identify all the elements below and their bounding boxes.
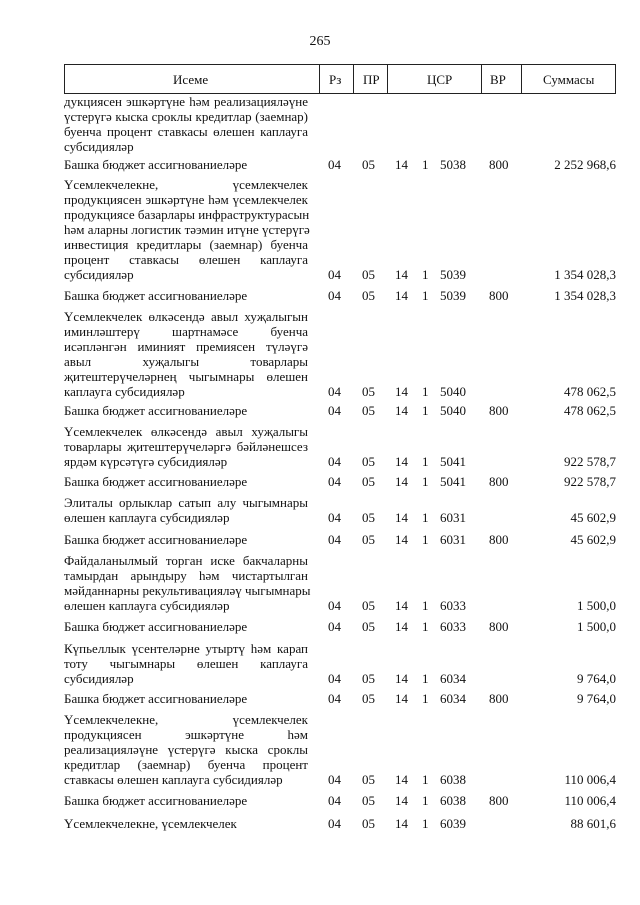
- cell-vr: 800: [489, 691, 509, 706]
- row-name-line: иминләштерү шартнамәсе буенча: [64, 324, 308, 339]
- cell-csr-3: 6033: [440, 619, 466, 634]
- row-name-line: Күпьеллык үсентеләрне утыртү һәм карап: [64, 641, 308, 656]
- cell-pr: 05: [362, 691, 375, 706]
- row-name-line: Үсемлекчелекне, үсемлекчелек: [64, 816, 237, 831]
- table-row: [64, 641, 616, 686]
- table-row: [64, 691, 616, 706]
- cell-csr-1: 14: [395, 619, 408, 634]
- cell-csr-3: 6038: [440, 772, 466, 787]
- cell-csr-2: 1: [422, 816, 429, 831]
- header-pr: ПР: [363, 72, 380, 87]
- cell-vr: 800: [489, 403, 509, 418]
- table-row: [64, 532, 616, 547]
- row-name-line: һәм аларны логистик тәэмин итүне үстерүгә: [64, 222, 310, 237]
- row-name-line: дукциясен эшкәртүне һәм реализацияләүне: [64, 94, 308, 109]
- cell-csr-1: 14: [395, 288, 408, 303]
- row-name-line: Үсемлекчелекне, үсемлекчелек: [64, 712, 308, 727]
- cell-csr-2: 1: [422, 510, 429, 525]
- cell-rz: 04: [328, 454, 341, 469]
- header-rz: Рз: [329, 72, 342, 87]
- cell-csr-3: 5040: [440, 384, 466, 399]
- row-name-line: Башка бюджет ассигнованиеләре: [64, 793, 248, 808]
- row-name-line: Үсемлекчелек өлкәсендә авыл хуҗалыгын: [64, 309, 308, 324]
- header-csr: ЦСР: [427, 72, 453, 87]
- row-name-line: Файдаланылмый торган иске бакчаларны: [64, 553, 308, 568]
- row-name-line: Башка бюджет ассигнованиеләре: [64, 288, 248, 303]
- cell-csr-2: 1: [422, 384, 429, 399]
- cell-vr: 800: [489, 532, 509, 547]
- cell-vr: 800: [489, 157, 509, 172]
- table-row: [64, 424, 616, 469]
- cell-rz: 04: [328, 532, 341, 547]
- cell-csr-1: 14: [395, 816, 408, 831]
- cell-pr: 05: [362, 384, 375, 399]
- cell-csr-3: 6038: [440, 793, 466, 808]
- cell-csr-3: 6031: [440, 510, 466, 525]
- row-name-line: Үсемлекчелекне, үсемлекчелек: [64, 177, 308, 192]
- cell-csr-1: 14: [395, 598, 408, 613]
- cell-rz: 04: [328, 474, 341, 489]
- row-name-line: авыл хуҗалыгы товарлары: [64, 354, 308, 369]
- cell-rz: 04: [328, 384, 341, 399]
- cell-csr-3: 5041: [440, 474, 466, 489]
- row-name-line: ярдәм күрсәтүгә субсидияләр: [64, 454, 228, 469]
- cell-vr: 800: [489, 619, 509, 634]
- cell-csr-2: 1: [422, 598, 429, 613]
- cell-rz: 04: [328, 598, 341, 613]
- cell-sum: 110 006,4: [564, 772, 616, 787]
- table-row: [64, 94, 616, 154]
- cell-rz: 04: [328, 671, 341, 686]
- table-row: [64, 309, 616, 399]
- cell-pr: 05: [362, 772, 375, 787]
- row-name-line: инвестиция кредитлары (заемнар) буенча: [64, 237, 308, 252]
- table-row: [64, 816, 616, 831]
- cell-pr: 05: [362, 532, 375, 547]
- row-name-line: процент ставкасы өлешен каплауга: [64, 252, 308, 267]
- cell-sum: 1 500,0: [577, 598, 616, 613]
- cell-vr: 800: [489, 793, 509, 808]
- cell-sum: 110 006,4: [564, 793, 616, 808]
- table-row: [64, 553, 616, 613]
- cell-csr-3: 6039: [440, 816, 466, 831]
- cell-csr-2: 1: [422, 772, 429, 787]
- cell-pr: 05: [362, 267, 375, 282]
- cell-csr-3: 5040: [440, 403, 466, 418]
- cell-rz: 04: [328, 267, 341, 282]
- cell-csr-2: 1: [422, 793, 429, 808]
- cell-pr: 05: [362, 510, 375, 525]
- cell-csr-2: 1: [422, 267, 429, 282]
- row-name-line: субсидияләр: [64, 139, 134, 154]
- table-row: [64, 288, 616, 303]
- cell-pr: 05: [362, 816, 375, 831]
- cell-rz: 04: [328, 816, 341, 831]
- cell-csr-2: 1: [422, 532, 429, 547]
- cell-csr-1: 14: [395, 157, 408, 172]
- cell-csr-1: 14: [395, 454, 408, 469]
- cell-sum: 478 062,5: [564, 384, 616, 399]
- row-name-line: Башка бюджет ассигнованиеләре: [64, 403, 248, 418]
- cell-csr-1: 14: [395, 403, 408, 418]
- cell-csr-1: 14: [395, 671, 408, 686]
- cell-pr: 05: [362, 598, 375, 613]
- row-name-line: җитештерүчеләрнең чыгымнары өлешен: [64, 369, 308, 384]
- cell-csr-3: 6033: [440, 598, 466, 613]
- row-name-line: тоту чыгымнары өлешен каплауга: [64, 656, 308, 671]
- cell-csr-2: 1: [422, 288, 429, 303]
- cell-sum: 2 252 968,6: [554, 157, 616, 172]
- row-name-line: Башка бюджет ассигнованиеләре: [64, 532, 248, 547]
- cell-csr-1: 14: [395, 474, 408, 489]
- cell-csr-2: 1: [422, 691, 429, 706]
- row-name-line: продукциясен эшкәртүне һәм үсемлекчелек: [64, 192, 308, 207]
- cell-csr-2: 1: [422, 671, 429, 686]
- cell-csr-2: 1: [422, 403, 429, 418]
- cell-rz: 04: [328, 157, 341, 172]
- table-row: [64, 619, 616, 634]
- cell-csr-1: 14: [395, 691, 408, 706]
- header-sum: Суммасы: [543, 72, 595, 87]
- cell-sum: 1 500,0: [577, 619, 616, 634]
- row-name-line: ставкасы өлешен каплауга субсидияләр: [64, 772, 283, 787]
- cell-pr: 05: [362, 671, 375, 686]
- cell-csr-1: 14: [395, 772, 408, 787]
- cell-csr-1: 14: [395, 510, 408, 525]
- row-name-line: өлешен каплауга субсидияләр: [64, 598, 230, 613]
- row-name-line: продукциясен эшкәртүне һәм: [64, 727, 308, 742]
- row-name-line: өлешен каплауга субсидияләр: [64, 510, 230, 525]
- cell-rz: 04: [328, 619, 341, 634]
- row-name-line: исәпләнгән иминият премиясен түләүгә: [64, 339, 308, 354]
- cell-pr: 05: [362, 474, 375, 489]
- row-name-line: тамырдан арындыру һәм чистартылган: [64, 568, 308, 583]
- row-name-line: кредитлар (заемнар) буенча процент: [64, 757, 308, 772]
- cell-sum: 9 764,0: [577, 691, 616, 706]
- page-number: 265: [309, 34, 331, 49]
- cell-pr: 05: [362, 619, 375, 634]
- row-name-line: буенча процент ставкасы өлешен каплауга: [64, 124, 308, 139]
- cell-csr-1: 14: [395, 384, 408, 399]
- cell-sum: 922 578,7: [564, 454, 616, 469]
- row-name-line: каплауга субсидияләр: [64, 384, 185, 399]
- cell-rz: 04: [328, 793, 341, 808]
- cell-pr: 05: [362, 454, 375, 469]
- table-row: [64, 712, 616, 787]
- cell-csr-3: 5038: [440, 157, 466, 172]
- row-name-line: Элиталы орлыклар сатып алу чыгымнары: [64, 495, 308, 510]
- row-name-line: үстерүгә кыска сроклы кредитлар (заемнар): [64, 109, 308, 124]
- header-name: Исеме: [173, 72, 209, 87]
- cell-csr-1: 14: [395, 267, 408, 282]
- cell-csr-3: 5039: [440, 267, 466, 282]
- row-name-line: Башка бюджет ассигнованиеләре: [64, 691, 248, 706]
- cell-sum: 88 601,6: [570, 816, 616, 831]
- cell-rz: 04: [328, 288, 341, 303]
- row-name-line: продукциясе базарлары инфраструктурасын: [64, 207, 310, 222]
- cell-sum: 45 602,9: [570, 532, 616, 547]
- row-name-line: субсидияләр: [64, 267, 134, 282]
- row-name-line: Үсемлекчелек өлкәсендә авыл хуҗалыгы: [64, 424, 308, 439]
- table-row: [64, 793, 616, 808]
- cell-csr-2: 1: [422, 619, 429, 634]
- table-row: [64, 177, 616, 282]
- cell-sum: 1 354 028,3: [554, 267, 616, 282]
- table-header: [64, 64, 616, 94]
- cell-sum: 922 578,7: [564, 474, 616, 489]
- cell-vr: 800: [489, 288, 509, 303]
- row-name-line: Башка бюджет ассигнованиеләре: [64, 474, 248, 489]
- cell-pr: 05: [362, 288, 375, 303]
- cell-pr: 05: [362, 403, 375, 418]
- cell-csr-2: 1: [422, 157, 429, 172]
- cell-csr-2: 1: [422, 474, 429, 489]
- cell-pr: 05: [362, 793, 375, 808]
- cell-sum: 1 354 028,3: [554, 288, 616, 303]
- cell-sum: 45 602,9: [570, 510, 616, 525]
- cell-rz: 04: [328, 510, 341, 525]
- cell-vr: 800: [489, 474, 509, 489]
- cell-csr-3: 5041: [440, 454, 466, 469]
- cell-sum: 9 764,0: [577, 671, 616, 686]
- table-row: [64, 495, 616, 525]
- row-name-line: мәйданнарны рекультивацияләү чыгымнары: [64, 583, 311, 598]
- table-row: [64, 157, 616, 172]
- cell-csr-3: 6034: [440, 671, 466, 686]
- row-name-line: субсидияләр: [64, 671, 134, 686]
- table-row: [64, 403, 616, 418]
- cell-csr-3: 5039: [440, 288, 466, 303]
- header-vr: ВР: [490, 72, 506, 87]
- cell-sum: 478 062,5: [564, 403, 616, 418]
- cell-csr-3: 6031: [440, 532, 466, 547]
- cell-csr-1: 14: [395, 793, 408, 808]
- cell-rz: 04: [328, 691, 341, 706]
- table-row: [64, 474, 616, 489]
- row-name-line: Башка бюджет ассигнованиеләре: [64, 619, 248, 634]
- cell-rz: 04: [328, 403, 341, 418]
- cell-csr-2: 1: [422, 454, 429, 469]
- cell-pr: 05: [362, 157, 375, 172]
- cell-rz: 04: [328, 772, 341, 787]
- row-name-line: Башка бюджет ассигнованиеләре: [64, 157, 248, 172]
- row-name-line: товарлары җитештерүчеләргә бәйләнешсез: [64, 439, 308, 454]
- cell-csr-3: 6034: [440, 691, 466, 706]
- row-name-line: реализацияләүне үстерүгә кыска сроклы: [64, 742, 308, 757]
- cell-csr-1: 14: [395, 532, 408, 547]
